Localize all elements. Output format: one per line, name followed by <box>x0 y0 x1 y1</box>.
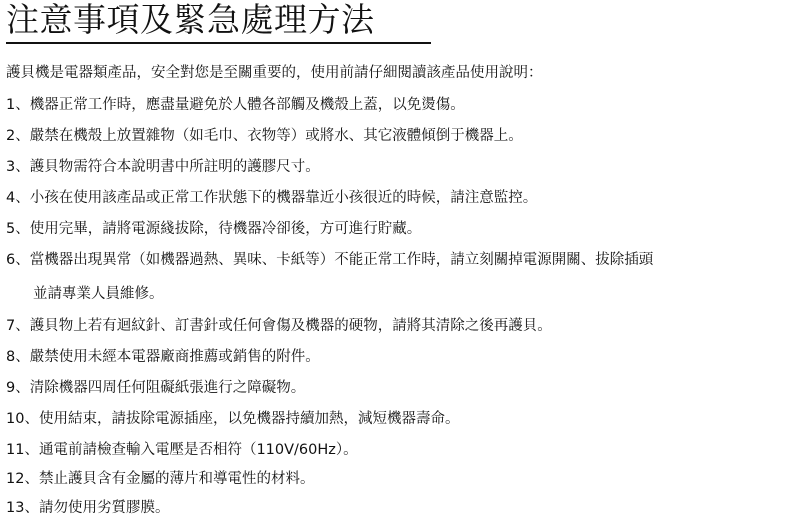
item-text: 使用完畢，請將電源綫拔除，待機器冷卻後，方可進行貯藏。 <box>29 221 422 237</box>
item-number: 1、 <box>6 97 30 113</box>
list-item <box>6 378 305 398</box>
item-text: 小孩在使用該產品或正常工作狀態下的機器靠近小孩很近的時候，請注意監控。 <box>29 190 538 206</box>
item-text: 嚴禁使用未經本電器廠商推薦或銷售的附件。 <box>29 349 320 365</box>
list-item <box>6 219 421 239</box>
item-text: 使用結束，請拔除電源插座，以免機器持續加熱，減短機器壽命。 <box>38 411 460 427</box>
item-continuation: 並請專業人員維修。 <box>33 286 164 302</box>
list-item <box>6 498 169 518</box>
list-item <box>6 188 537 208</box>
item-number: 10、 <box>6 411 39 427</box>
item-number: 12、 <box>6 471 39 487</box>
list-item <box>6 347 320 367</box>
item-number: 13、 <box>6 500 39 516</box>
item-text: 禁止護貝含有金屬的薄片和導電性的材料。 <box>38 471 315 487</box>
list-item <box>6 409 459 429</box>
list-item <box>6 250 653 270</box>
item-number: 9、 <box>6 380 30 396</box>
list-item <box>6 126 523 146</box>
list-item <box>6 469 314 489</box>
item-text: 護貝物上若有迴紋針、訂書針或任何會傷及機器的硬物，請將其清除之後再護貝。 <box>29 318 552 334</box>
item-number: 5、 <box>6 221 30 237</box>
item-text: 護貝物需符合本說明書中所註明的護膠尺寸。 <box>29 159 320 175</box>
title-underline <box>6 42 431 44</box>
item-text: 請勿使用劣質膠膜。 <box>38 500 170 516</box>
item-text: 嚴禁在機殼上放置雜物（如毛巾、衣物等）或將水、其它液體傾倒于機器上。 <box>29 128 523 144</box>
item-text: 機器正常工作時，應盡量避免於人體各部觸及機殼上蓋，以免燙傷。 <box>29 97 465 113</box>
item-number: 11、 <box>6 442 39 458</box>
item-number: 7、 <box>6 318 30 334</box>
item-number: 6、 <box>6 252 30 268</box>
item-text: 通電前請檢查輸入電壓是否相符（110V/60Hz）。 <box>38 442 358 458</box>
item-number: 2、 <box>6 128 30 144</box>
page-title: 注意事項及緊急處理方法 <box>6 0 375 39</box>
item-text: 清除機器四周任何阻礙紙張進行之障礙物。 <box>29 380 306 396</box>
item-text: 當機器出現異常（如機器過熱、異味、卡紙等）不能正常工作時，請立刻關掉電源開關、拔除插頭 <box>29 252 654 268</box>
list-item <box>6 157 320 177</box>
intro-text: 護貝機是電器類產品，安全對您是至關重要的，使用前請仔細閱讀該產品使用說明： <box>6 65 543 81</box>
list-item <box>6 316 552 336</box>
list-item <box>6 440 358 460</box>
item-number: 8、 <box>6 349 30 365</box>
list-item <box>6 95 465 115</box>
item-number: 4、 <box>6 190 30 206</box>
item-number: 3、 <box>6 159 30 175</box>
